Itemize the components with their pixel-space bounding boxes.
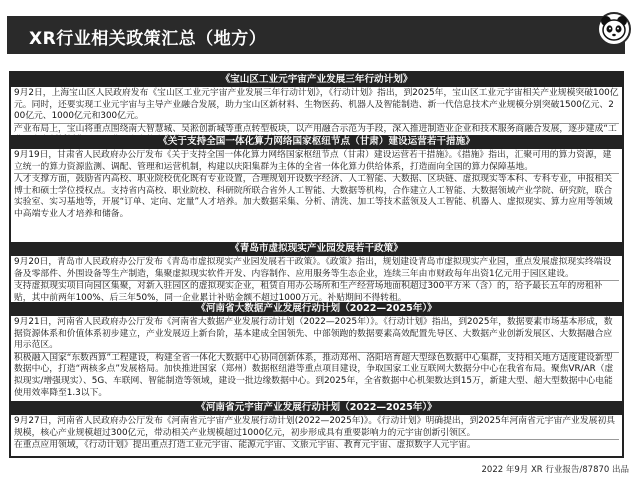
section-body: [11, 256, 622, 302]
policy-section-qingdao: [11, 242, 622, 302]
policy-section-baoshan: [11, 73, 622, 135]
section-title: 《关于支持全国一体化算力网络国家枢纽节点（甘肃）建设运营若干措施》: [11, 135, 622, 149]
section-paragraph: 9月21日，河南省人民政府办公厅发布《河南省大数据产业发展行动计划（2022—2025年）》。《行动计划》指出，到2025年，数据要素市场基本形成，数据资源体系和价值体系初步建立，产业发展迈上新台阶，基本建成全国领先、中部领跑的数据要素高效配置先导区、大数据产业创新发展区、大数据融合应用示范区。: [14, 317, 613, 351]
section-title: 《青岛市虚拟现实产业园发展若干政策》: [11, 242, 622, 256]
section-body: [11, 149, 622, 242]
page-header: [7, 16, 625, 54]
section-paragraph: 9月2日，上海宝山区人民政府发布《宝山区工业元宇宙产业发展三年行动计划》，《行动计划》指出，到2025年，宝山区工业元宇宙相关产业规模突破100亿元。同时，还要实现工业元宇宙与主导产业融合发展，助力宝山区新材料、生物医药、机器人及智能制造、新一代信息技术产业规模分别突破1500亿元、200亿元、1000亿元和300亿元。: [14, 88, 619, 122]
section-paragraph: 9月27日，河南省人民政府办公厅发布《河南省元宇宙产业发展行动计划(2022—2025年)》。《行动计划》明确提出，到2025年河南省元宇宙产业发展初具规模，核心产业规模超过300亿元，带动相关产业规模超过1000亿元，初步形成具有重要影响力的元宇宙创新引领区。: [14, 416, 616, 438]
section-title: 《河南省元宇宙产业发展行动计划（2022—2025年）》: [11, 401, 622, 415]
policy-section-henan-metaverse: [11, 401, 622, 456]
page-title: XR行业相关政策汇总（地方）: [29, 29, 267, 49]
section-paragraph: 9月19日，甘肃省人民政府办公厅发布《关于支持全国一体化算力网络国家枢纽节点（甘肃）建设运营若干措施》。《措施》指出，汇聚可用的算力资源，建立统一的算力资源监测、调配、管理和运营机制，构建以庆阳集群为主体的全省一体化算力供给体系，打造面向全国的算力保障基地。: [14, 150, 612, 172]
section-paragraph: 人才支撑方面，鼓励省内高校、职业院校优化既有专业设置，合理规划开设数字经济、人工智能、大数据、区块链、虚拟现实等本科、专科专业，申报相关博士和硕士学位授权点。支持省内高校、职业院校、科研院所联合省外人工智能、大数据等机构，合作建立人工智能、大数据领域产业学院、研究院，联合实验室、实习基地等，开展“订单、定向、定量”人才培养。加大数据采集、分析、清洗、加工等技术蓝领及人工智能、机器人、虚拟现实、算力应用等领域中高端专业人才培养和储备。: [14, 173, 619, 220]
section-paragraph: 在重点应用领域，《行动计划》提出重点打造工业元宇宙、能源元宇宙、文旅元宇宙、教育元宇宙、虚拟数字人元宇宙。: [14, 439, 619, 452]
section-title: 《河南省大数据产业发展行动计划（2022—2025年）》: [11, 302, 622, 316]
panda-logo-icon: [597, 12, 631, 46]
policy-table: [9, 71, 624, 458]
policy-section-henan-bigdata: [11, 302, 622, 401]
page-footer: 2022 年9月 XR 行业报告/87870 出品: [481, 465, 629, 475]
section-body: [11, 415, 622, 456]
section-paragraph: 支持虚拟现实项目向园区集聚，对新入驻园区的虚拟现实企业，租赁自用办公场所和生产经营场地面积超过300平方米（含）的，给予最长五年的房租补贴，其中前两年100%、后三年50%，同一企业累计补贴金额不超过1000万元。补贴期间不得转租。: [14, 280, 619, 302]
section-paragraph: 积极融入国家“东数西算”工程建设，构建全省一体化大数据中心协同创新体系，推动郑州、洛阳培育超大型绿色数据中心集群，支持相关地方适度建设新型数据中心，打造“两核多点”发展格局。加快推进国家（郑州）数据枢纽港等重点项目建设，争取国家工业互联网大数据分中心在我省布局。聚焦VR/AR（虚拟现实/增强现实）、5G、车联网、智能制造等领域，建设一批边缘数据中心。到2025年，全省数据中心机架数达到15万，新建大型、超大型数据中心电能使用效率降至1.3以下。: [14, 352, 619, 399]
section-body: [11, 316, 622, 401]
section-title: 《宝山区工业元宇宙产业发展三年行动计划》: [11, 73, 622, 87]
policy-section-gansu: [11, 135, 622, 242]
section-body: [11, 87, 622, 135]
section-paragraph: 产业布局上，宝山将重点围绕南大智慧城、吴淞创新城等重点转型板块，以产用融合示范为手段，深入推进制造业企业和技术服务商融合发展，逐步建成“工: [14, 123, 619, 135]
section-paragraph: 9月20日，青岛市人民政府办公厅发布《青岛市虚拟现实产业园发展若干政策》。《政策》指出，规划建设青岛市虚拟现实产业园，重点发展虚拟现实终端设备及零部件、外围设备等生产制造，集聚虚拟现实软件开发、内容制作、应用服务等生态企业，连续三年由市财政每年出资1亿元用于园区建设。: [14, 257, 612, 279]
